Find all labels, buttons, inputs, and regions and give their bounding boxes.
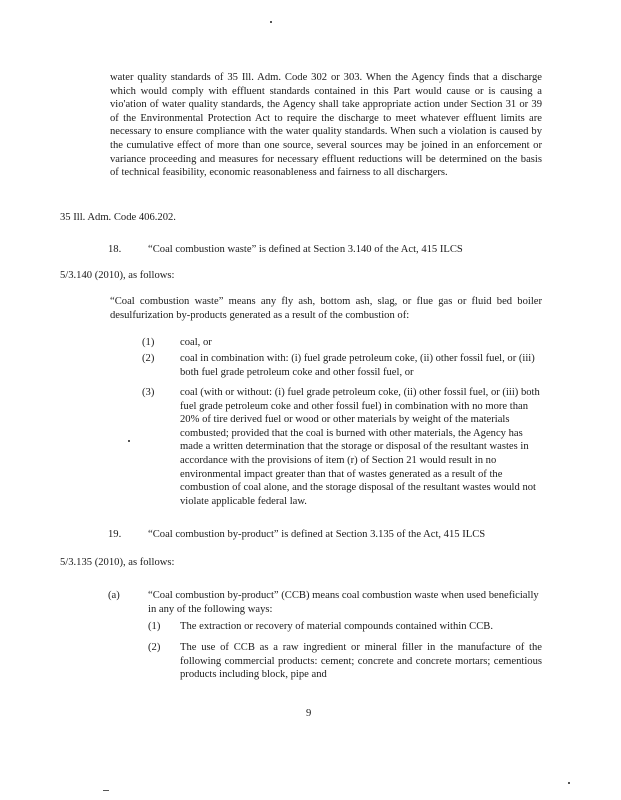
paragraph-19-number: 19. [108,529,122,540]
ccb-item-1-text: The extraction or recovery of material compounds contained within CCB. [180,621,494,632]
paragraph-18-number: 18. [108,244,122,255]
ccw-definition-intro: “Coal combustion waste” means any fly ash, bottom ash, slag, or flue gas or fluid bed boiler desulfurization by-products generated as a result of the combustion of: [110,296,542,321]
citation: 35 Ill. Adm. Code 406.202. [60,212,176,223]
scan-mark-top [270,21,272,23]
ccb-item-1-number: (1) [148,621,161,632]
scan-mark-left [128,440,130,442]
ccw-item-2-text: coal in combination with: (i) fuel grade petroleum coke, (ii) other fossil fuel, or (iii) both fuel grade petroleum coke and other fossil fuel, or [180,353,535,378]
ccw-item-2-number: (2) [142,353,155,364]
paragraph-18-line2: 5/3.140 (2010), as follows: [60,270,175,281]
page-number: 9 [306,708,312,719]
quoted-regulation-text: water quality standards of 35 Ill. Adm. Code 302 or 303. When the Agency finds that a discharge which would comply with effluent standards contained in this Part would cause or is causing a vio'ation of water quality standards, the Agency shall take appropriate action under Section 31 or 39 of the Environmental Protection Act to require the discharge to meet whatever effluent limits are necessary to ensure compliance with the water quality standards. When such a violation is caused by the cumulative effect of more than one source, several sources may be joined in an enforcement or variance proceeding and measures for necessary effluent reductions will be determined on the basis of technical feasibility, economic reasonableness and fairness to all dischargers. [110,72,542,179]
ccw-item-3-number: (3) [142,387,155,398]
paragraph-18-line1: “Coal combustion waste” is defined at Section 3.140 of the Act, 415 ILCS [148,244,463,255]
ccw-item-3-text: coal (with or without: (i) fuel grade petroleum coke, (ii) other fossil fuel, or (iii) both fuel grade petroleum coke and other fossil fuel) in combination with no more than 20% of tire derived fuel or wood or other materials by weight of the materials combusted; provided that the coal is burned with other materials, the Agency has made a written determination that the storage or disposal of the resultant wastes in accordance with the provisions of item (r) of Section 21 would result in no environmental impact greater than that of wastes generated as a result of the combustion of coal alone, and the storage disposal of the resultant wastes would not violate applicable federal law. [180,387,540,507]
scan-mark-bottom-right [568,782,570,784]
paragraph-19-line2: 5/3.135 (2010), as follows: [60,557,175,568]
ccb-item-a-text: “Coal combustion by-product” (CCB) means coal combustion waste when used beneficially in any of the following ways: [148,590,539,615]
scan-mark-bottom-left [103,790,109,791]
ccb-item-2-text: The use of CCB as a raw ingredient or mineral filler in the manufacture of the following commercial products: cement; concrete and concrete mortars; cementious products including block, pipe and [180,642,542,681]
ccw-item-1-number: (1) [142,337,155,348]
paragraph-19-line1: “Coal combustion by-product” is defined at Section 3.135 of the Act, 415 ILCS [148,529,486,540]
ccb-item-2-number: (2) [148,642,161,653]
ccw-item-1-text: coal, or [180,337,212,348]
ccb-item-a-number: (a) [108,590,120,601]
